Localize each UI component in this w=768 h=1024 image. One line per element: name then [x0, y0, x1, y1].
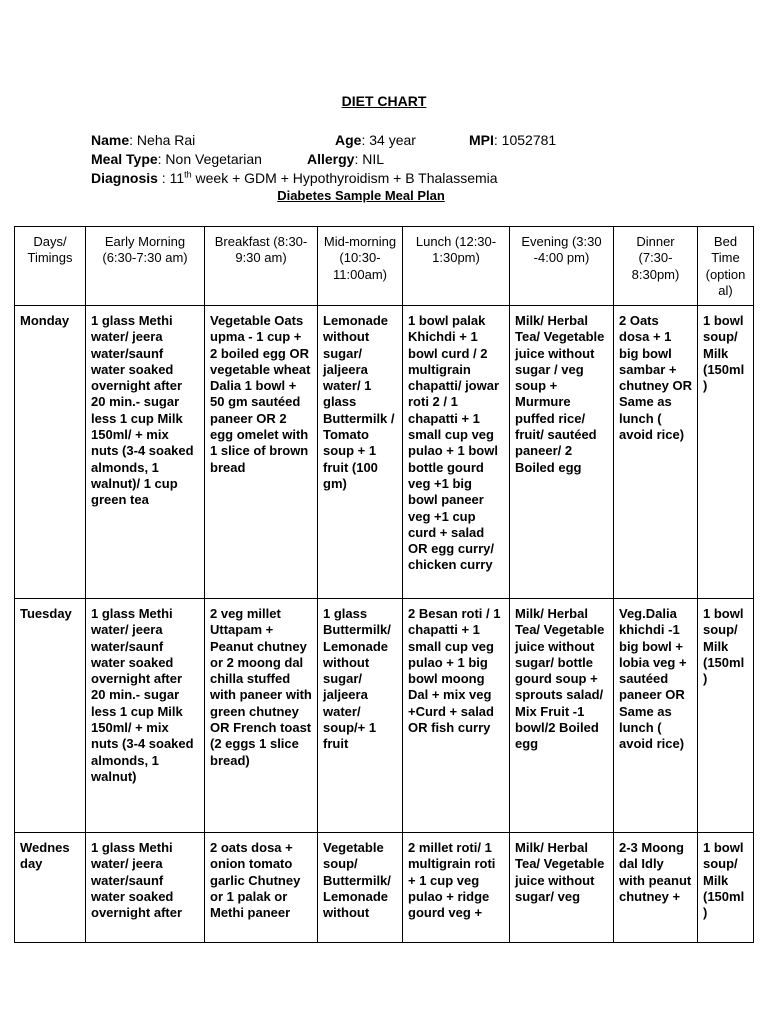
patient-age — [335, 132, 416, 148]
day-cell: Monday — [15, 306, 86, 599]
patient-mpi — [469, 132, 556, 148]
meal-plan-table — [14, 226, 754, 943]
column-header-mid-morning: Mid-morning (10:30-11:00am) — [318, 227, 403, 306]
meal-type-value: : Non Vegetarian — [157, 151, 262, 167]
mpi-label: MPI — [469, 132, 494, 148]
table-row — [15, 599, 754, 833]
column-header-breakfast: Breakfast (8:30-9:30 am) — [205, 227, 318, 306]
evening-cell: Milk/ Herbal Tea/ Vegetable juice without sugar / veg soup + Murmure puffed rice/ fruit/ sautéed paneer/ 2 Boiled egg — [510, 306, 614, 599]
breakfast-cell: 2 oats dosa + onion tomato garlic Chutney or 1 palak or Methi paneer — [205, 833, 318, 943]
table-header-row — [15, 227, 754, 306]
lunch-cell: 2 Besan roti / 1 chapatti + 1 small cup veg pulao + 1 big bowl moong Dal + mix veg +Curd + salad OR fish curry — [403, 599, 510, 833]
day-cell: Tuesday — [15, 599, 86, 833]
column-header-dinner: Dinner (7:30-8:30pm) — [614, 227, 698, 306]
diagnosis-label: Diagnosis — [91, 170, 158, 186]
mid-morning-cell: 1 glass Buttermilk/ Lemonade without sugar/ jaljeera water/ soup/+ 1 fruit — [318, 599, 403, 833]
patient-name — [91, 132, 195, 148]
lunch-cell: 2 millet roti/ 1 multigrain roti + 1 cup veg pulao + ridge gourd veg + — [403, 833, 510, 943]
day-cell: Wednes day — [15, 833, 86, 943]
column-header-early-morning: Early Morning (6:30-7:30 am) — [86, 227, 205, 306]
breakfast-cell: 2 veg millet Uttapam + Peanut chutney or 2 moong dal chilla stuffed with paneer with green chutney OR French toast (2 eggs 1 slice bread) — [205, 599, 318, 833]
page-title: DIET CHART — [341, 93, 427, 109]
dinner-cell: Veg.Dalia khichdi -1 big bowl + lobia veg + sautéed paneer OR Same as lunch ( avoid rice) — [614, 599, 698, 833]
column-header-lunch: Lunch (12:30-1:30pm) — [403, 227, 510, 306]
age-label: Age — [335, 132, 362, 148]
bedtime-cell: 1 bowl soup/ Milk (150ml) — [698, 306, 754, 599]
allergy — [307, 151, 384, 167]
bedtime-cell: 1 bowl soup/ Milk (150ml) — [698, 599, 754, 833]
diagnosis-sup: th — [184, 169, 192, 180]
diagnosis-value: week + GDM + Hypothyroidism + B Thalassemia — [191, 170, 498, 186]
mid-morning-cell: Lemonade without sugar/ jaljeera water/ 1 glass Buttermilk / Tomato soup + 1 fruit (100 gm) — [318, 306, 403, 599]
column-header-evening: Evening (3:30 -4:00 pm) — [510, 227, 614, 306]
table-row — [15, 306, 754, 599]
early-morning-cell: 1 glass Methi water/ jeera water/saunf water soaked overnight after — [86, 833, 205, 943]
evening-cell: Milk/ Herbal Tea/ Vegetable juice without sugar/ bottle gourd soup + sprouts salad/ Mix Fruit -1 bowl/2 Boiled egg — [510, 599, 614, 833]
meal-plan-subtitle: Diabetes Sample Meal Plan — [277, 188, 445, 203]
table-row — [15, 833, 754, 943]
early-morning-cell: 1 glass Methi water/ jeera water/saunf water soaked overnight after 20 min.- sugar less 1 cup Milk 150ml/ + mix nuts (3-4 soaked almonds, 1 walnut) — [86, 599, 205, 833]
breakfast-cell: Vegetable Oats upma - 1 cup + 2 boiled egg OR vegetable wheat Dalia 1 bowl + 50 gm sautéed paneer OR 2 egg omelet with 1 slice of brown bread — [205, 306, 318, 599]
meal-type-label: Meal Type — [91, 151, 158, 167]
mid-morning-cell: Vegetable soup/ Buttermilk/ Lemonade without — [318, 833, 403, 943]
column-header-bedtime: Bed Time (optional) — [698, 227, 754, 306]
early-morning-cell: 1 glass Methi water/ jeera water/saunf water soaked overnight after 20 min.- sugar less 1 cup Milk 150ml/ + mix nuts (3-4 soaked almonds, 1 walnut)/ 1 cup green tea — [86, 306, 205, 599]
allergy-value: : NIL — [354, 151, 385, 167]
diagnosis-prefix: : 11 — [157, 170, 185, 186]
column-header-days: Days/ Timings — [15, 227, 86, 306]
dinner-cell: 2 Oats dosa + 1 big bowl sambar + chutney OR Same as lunch ( avoid rice) — [614, 306, 698, 599]
dinner-cell: 2-3 Moong dal Idly with peanut chutney + — [614, 833, 698, 943]
diagnosis — [91, 170, 498, 186]
evening-cell: Milk/ Herbal Tea/ Vegetable juice without sugar/ veg — [510, 833, 614, 943]
name-value: : Neha Rai — [129, 132, 196, 148]
age-value: : 34 year — [361, 132, 416, 148]
lunch-cell: 1 bowl palak Khichdi + 1 bowl curd / 2 multigrain chapatti/ jowar roti 2 / 1 chapatti + 1 small cup veg pulao + 1 bowl bottle gourd veg +1 big bowl paneer veg +1 cup curd + salad OR egg curry/ chicken curry — [403, 306, 510, 599]
mpi-value: : 1052781 — [493, 132, 557, 148]
name-label: Name — [91, 132, 130, 148]
bedtime-cell: 1 bowl soup/ Milk (150ml) — [698, 833, 754, 943]
meal-type — [91, 151, 262, 167]
allergy-label: Allergy — [307, 151, 355, 167]
